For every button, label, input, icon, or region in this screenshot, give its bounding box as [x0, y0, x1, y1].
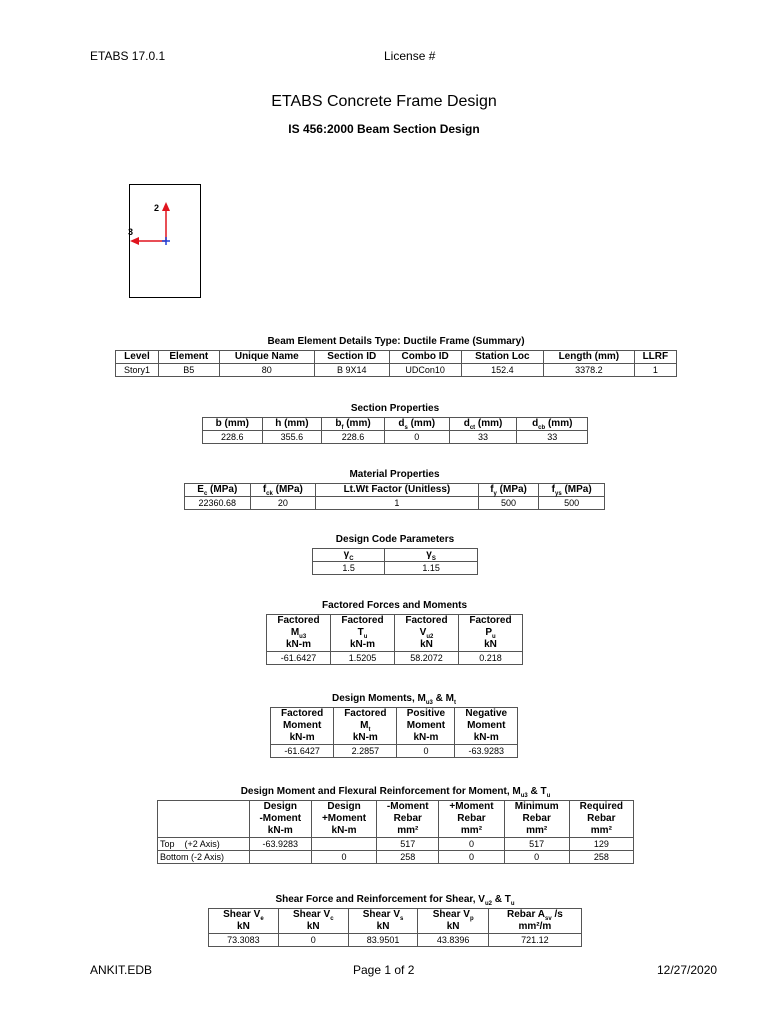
- table-cell: 0: [384, 431, 449, 444]
- table-cell: B5: [158, 364, 219, 377]
- material-props-table: [184, 483, 605, 510]
- axis-3-arrowhead: [130, 237, 139, 245]
- design-moments-data-row: [271, 745, 518, 758]
- table-cell: [249, 851, 311, 864]
- material-props-header-row: [185, 484, 605, 497]
- column-header: Positive Moment kN-m: [397, 708, 455, 745]
- table-cell: 0: [278, 934, 348, 947]
- flexural-header-row: [158, 801, 634, 838]
- column-header: Factored $T_u$ kN-m: [331, 615, 395, 652]
- table-cell: 83.9501: [348, 934, 418, 947]
- design-moments-table: [270, 707, 518, 758]
- table-cell: 73.3083: [209, 934, 279, 947]
- column-header: -Moment Rebar mm²: [377, 801, 439, 838]
- shear-header-row: [209, 909, 582, 934]
- footer-file: ANKIT.EDB: [90, 963, 153, 977]
- column-header: Factored $P_u$ kN: [459, 615, 523, 652]
- table-cell: 517: [377, 838, 439, 851]
- table-cell: 0.218: [459, 652, 523, 665]
- column-header: h (mm): [262, 418, 322, 431]
- design-code-table: [312, 548, 478, 575]
- table-cell: 152.4: [461, 364, 543, 377]
- column-header: Design +Moment kN-m: [311, 801, 376, 838]
- section-props-caption: Section Properties: [350, 403, 440, 414]
- section-props-table: [202, 417, 588, 444]
- axis-3-label: 3: [128, 227, 134, 237]
- column-header: Required Rebar mm²: [569, 801, 633, 838]
- flexural-caption: Design Moment and Flexural Reinforcement for Moment, $M_{u3}$ & $T_u$: [240, 786, 551, 799]
- table-cell: UDCon10: [389, 364, 461, 377]
- table-cell: 0: [311, 851, 376, 864]
- table-cell: 500: [478, 497, 539, 510]
- column-header: Negative Moment kN-m: [455, 708, 518, 745]
- table-cell: 517: [504, 838, 569, 851]
- table-row: [158, 851, 634, 864]
- factored-caption: Factored Forces and Moments: [321, 600, 468, 611]
- column-header: Factored $M_t$ kN-m: [334, 708, 397, 745]
- page-title: ETABS Concrete Frame Design: [271, 93, 497, 110]
- column-header: Element: [158, 351, 219, 364]
- material-props-data-row: [185, 497, 605, 510]
- table-cell: 0: [439, 838, 504, 851]
- beam-details-data-row: [116, 364, 677, 377]
- row-label: Bottom (-2 Axis): [158, 851, 250, 864]
- page-subtitle: IS 456:2000 Beam Section Design: [288, 122, 480, 136]
- app-version: ETABS 17.0.1: [90, 49, 166, 63]
- column-header: Factored $V_{u2}$ kN: [395, 615, 459, 652]
- beam-details-caption: Beam Element Details Type: Ductile Frame (Summary): [267, 336, 525, 347]
- section-props-header-row: [203, 418, 588, 431]
- column-header: Rebar $A_{sv}$ /s mm²/m: [488, 909, 581, 934]
- table-cell: 1.5205: [331, 652, 395, 665]
- column-header: Length (mm): [544, 351, 635, 364]
- table-cell: 58.2072: [395, 652, 459, 665]
- column-header: $f_y$ (MPa): [478, 484, 539, 497]
- design-moments-caption: Design Moments, $M_{u3}$ & $M_t$: [331, 693, 457, 706]
- section-diagram: [129, 184, 201, 298]
- design-moments-header-row: [271, 708, 518, 745]
- footer-date: 12/27/2020: [657, 963, 718, 977]
- column-header: Level: [116, 351, 159, 364]
- column-header: Section ID: [314, 351, 389, 364]
- table-cell: -61.6427: [271, 745, 334, 758]
- material-props-caption: Material Properties: [349, 469, 440, 480]
- table-cell: 1.5: [313, 562, 385, 575]
- license-label: License #: [384, 49, 436, 63]
- column-header: Shear $V_p$ kN: [418, 909, 488, 934]
- table-cell: 721.12: [488, 934, 581, 947]
- design-code-header-row: [313, 549, 478, 562]
- table-row: [158, 838, 634, 851]
- table-cell: 0: [397, 745, 455, 758]
- table-cell: 228.6: [322, 431, 385, 444]
- column-header: $\gamma_S$: [385, 549, 478, 562]
- table-cell: 22360.68: [185, 497, 251, 510]
- column-header: $f_{ys}$ (MPa): [539, 484, 605, 497]
- column-header: Combo ID: [389, 351, 461, 364]
- table-cell: [311, 838, 376, 851]
- column-header: Design -Moment kN-m: [249, 801, 311, 838]
- footer-page: Page 1 of 2: [353, 963, 415, 977]
- column-header: $d_{cb}$ (mm): [517, 418, 588, 431]
- table-cell: 258: [569, 851, 633, 864]
- column-header: Shear $V_e$ kN: [209, 909, 279, 934]
- table-cell: -61.6427: [267, 652, 331, 665]
- column-header-blank: [158, 801, 250, 838]
- column-header: $d_s$ (mm): [384, 418, 449, 431]
- column-header: LLRF: [634, 351, 676, 364]
- table-cell: 33: [517, 431, 588, 444]
- axis-2-label: 2: [154, 203, 160, 213]
- column-header: $b_f$ (mm): [322, 418, 385, 431]
- column-header: b (mm): [203, 418, 263, 431]
- table-cell: 1.15: [385, 562, 478, 575]
- table-cell: 355.6: [262, 431, 322, 444]
- shear-table: [208, 908, 582, 947]
- table-cell: 33: [449, 431, 517, 444]
- table-cell: 80: [219, 364, 314, 377]
- table-cell: 3378.2: [544, 364, 635, 377]
- factored-data-row: [267, 652, 523, 665]
- table-cell: 228.6: [203, 431, 263, 444]
- column-header: Shear $V_s$ kN: [348, 909, 418, 934]
- beam-details-header-row: [116, 351, 677, 364]
- beam-details-table: [115, 350, 677, 377]
- table-cell: B 9X14: [314, 364, 389, 377]
- table-cell: 43.8396: [418, 934, 488, 947]
- column-header: Factored $M_{u3}$ kN-m: [267, 615, 331, 652]
- table-cell: 129: [569, 838, 633, 851]
- column-header: Factored Moment kN-m: [271, 708, 334, 745]
- column-header: $\gamma_C$: [313, 549, 385, 562]
- column-header: $E_c$ (MPa): [185, 484, 251, 497]
- column-header: $f_{ck}$ (MPa): [250, 484, 316, 497]
- column-header: Shear $V_c$ kN: [278, 909, 348, 934]
- factored-table: [266, 614, 523, 665]
- flexural-table: [157, 800, 634, 864]
- table-cell: 0: [504, 851, 569, 864]
- table-cell: 1: [316, 497, 479, 510]
- table-cell: 1: [634, 364, 676, 377]
- table-cell: Story1: [116, 364, 159, 377]
- column-header: Minimum Rebar mm²: [504, 801, 569, 838]
- section-props-data-row: [203, 431, 588, 444]
- table-cell: -63.9283: [455, 745, 518, 758]
- design-code-data-row: [313, 562, 478, 575]
- shear-data-row: [209, 934, 582, 947]
- column-header: Lt.Wt Factor (Unitless): [316, 484, 479, 497]
- axis-2-arrowhead: [162, 202, 170, 211]
- row-label: Top (+2 Axis): [158, 838, 250, 851]
- column-header: +Moment Rebar mm²: [439, 801, 504, 838]
- design-code-caption: Design Code Parameters: [335, 534, 455, 545]
- table-cell: 20: [250, 497, 316, 510]
- table-cell: 258: [377, 851, 439, 864]
- table-cell: 2.2857: [334, 745, 397, 758]
- column-header: Station Loc: [461, 351, 543, 364]
- column-header: $d_{ct}$ (mm): [449, 418, 517, 431]
- factored-header-row: [267, 615, 523, 652]
- table-cell: -63.9283: [249, 838, 311, 851]
- shear-caption: Shear Force and Reinforcement for Shear, $V_{u2}$ & $T_u$: [275, 894, 515, 907]
- column-header: Unique Name: [219, 351, 314, 364]
- table-cell: 500: [539, 497, 605, 510]
- table-cell: 0: [439, 851, 504, 864]
